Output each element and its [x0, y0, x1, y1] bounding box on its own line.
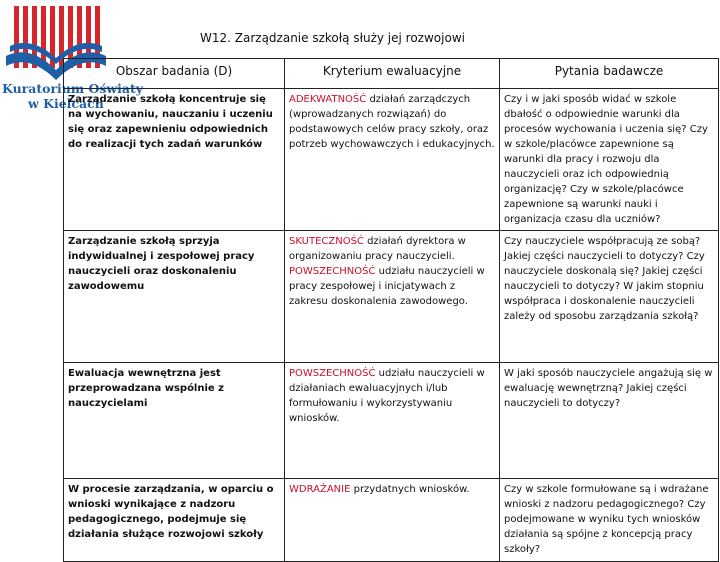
questions-cell: Czy nauczyciele współpracują ze sobą? Jakiej części nauczycieli to dotyczy? Czy nauczyciele doskonalą się? Jakiej części nauczycieli to dotyczy? W jakim stopniu współpraca i doskonalenie nauczycieli zależy od sposobu zarządzania szkołą?: [500, 231, 719, 363]
area-cell: Ewaluacja wewnętrzna jest przeprowadzana wspólnie z nauczycielami: [64, 363, 285, 479]
criterion-keyword: ADEKWATNOŚĆ: [289, 94, 367, 105]
criterion-text: działań zarządczych (wprowadzanych rozwiązań) do podstawowych celów pracy szkoły, oraz potrzeb wychowawczych i edukacyjnych.: [289, 94, 495, 150]
logo-text-line1: Kuratorium Oświaty: [2, 81, 144, 96]
page-title: W12. Zarządzanie szkołą służy jej rozwojowi: [200, 31, 465, 45]
header-criterion: Kryterium ewaluacyjne: [285, 59, 500, 89]
criterion-cell: [285, 479, 500, 562]
criterion-keyword: POWSZECHNOŚĆ: [289, 368, 376, 379]
criterion-cell: [285, 89, 500, 231]
criterion-keyword: SKUTECZNOŚĆ: [289, 236, 364, 247]
criterion-text: przydatnych wniosków.: [350, 484, 470, 495]
area-cell: W procesie zarządzania, w oparciu o wnioski wynikające z nadzoru pedagogicznego, podejmuje się działania służące rozwojowi szkoły: [64, 479, 285, 562]
header-area: Obszar badania (D): [64, 59, 285, 89]
criterion-keyword: POWSZECHNOŚĆ: [289, 266, 376, 277]
area-cell: Zarządzanie szkołą sprzyja indywidualnej i zespołowej pracy nauczycieli oraz doskonaleniu zawodowemu: [64, 231, 285, 363]
criterion-text: udziału nauczycieli w działaniach ewaluacyjnych i/lub formułowaniu i wykorzystywaniu wniosków.: [289, 368, 485, 424]
table-header-row: [64, 59, 719, 89]
table-row: [64, 89, 719, 231]
area-cell: Zarządzanie szkołą koncentruje się na wychowaniu, nauczaniu i uczeniu się oraz zapewnieniu odpowiednich do realizacji tych zadań warunków: [64, 89, 285, 231]
table-row: [64, 479, 719, 562]
logo-text-line2: w Kielcach: [28, 96, 104, 111]
questions-cell: W jaki sposób nauczyciele angażują się w ewaluację wewnętrzną? Jakiej części nauczycieli to dotyczy?: [500, 363, 719, 479]
criterion-cell: [285, 231, 500, 363]
header-questions: Pytania badawcze: [500, 59, 719, 89]
questions-cell: Czy w szkole formułowane są i wdrażane wnioski z nadzoru pedagogicznego? Czy podejmowane w wyniku tych wniosków działania są spójne z koncepcją pracy szkoły?: [500, 479, 719, 562]
questions-cell: Czy i w jaki sposób widać w szkole dbałość o odpowiednie warunki dla procesów wychowania i uczenia się? Czy w szkole/placówce zapewnione są warunki dla pracy i rozwoju dla nauczycieli oraz ich odpowiednią organizację? Czy w szkole/placówce zapewnione są warunki nauki i organizacja czasu dla uczniów?: [500, 89, 719, 231]
table-row: [64, 231, 719, 363]
evaluation-table: [63, 58, 719, 562]
criterion-text: działań dyrektora w organizowaniu pracy nauczycieli.: [289, 236, 466, 262]
criterion-text: udziału nauczycieli w pracy zespołowej i inicjatywach z zakresu doskonalenia zawodowego.: [289, 266, 485, 307]
table-row: [64, 363, 719, 479]
criterion-cell: [285, 363, 500, 479]
criterion-keyword: WDRAŻANIE: [289, 484, 351, 495]
